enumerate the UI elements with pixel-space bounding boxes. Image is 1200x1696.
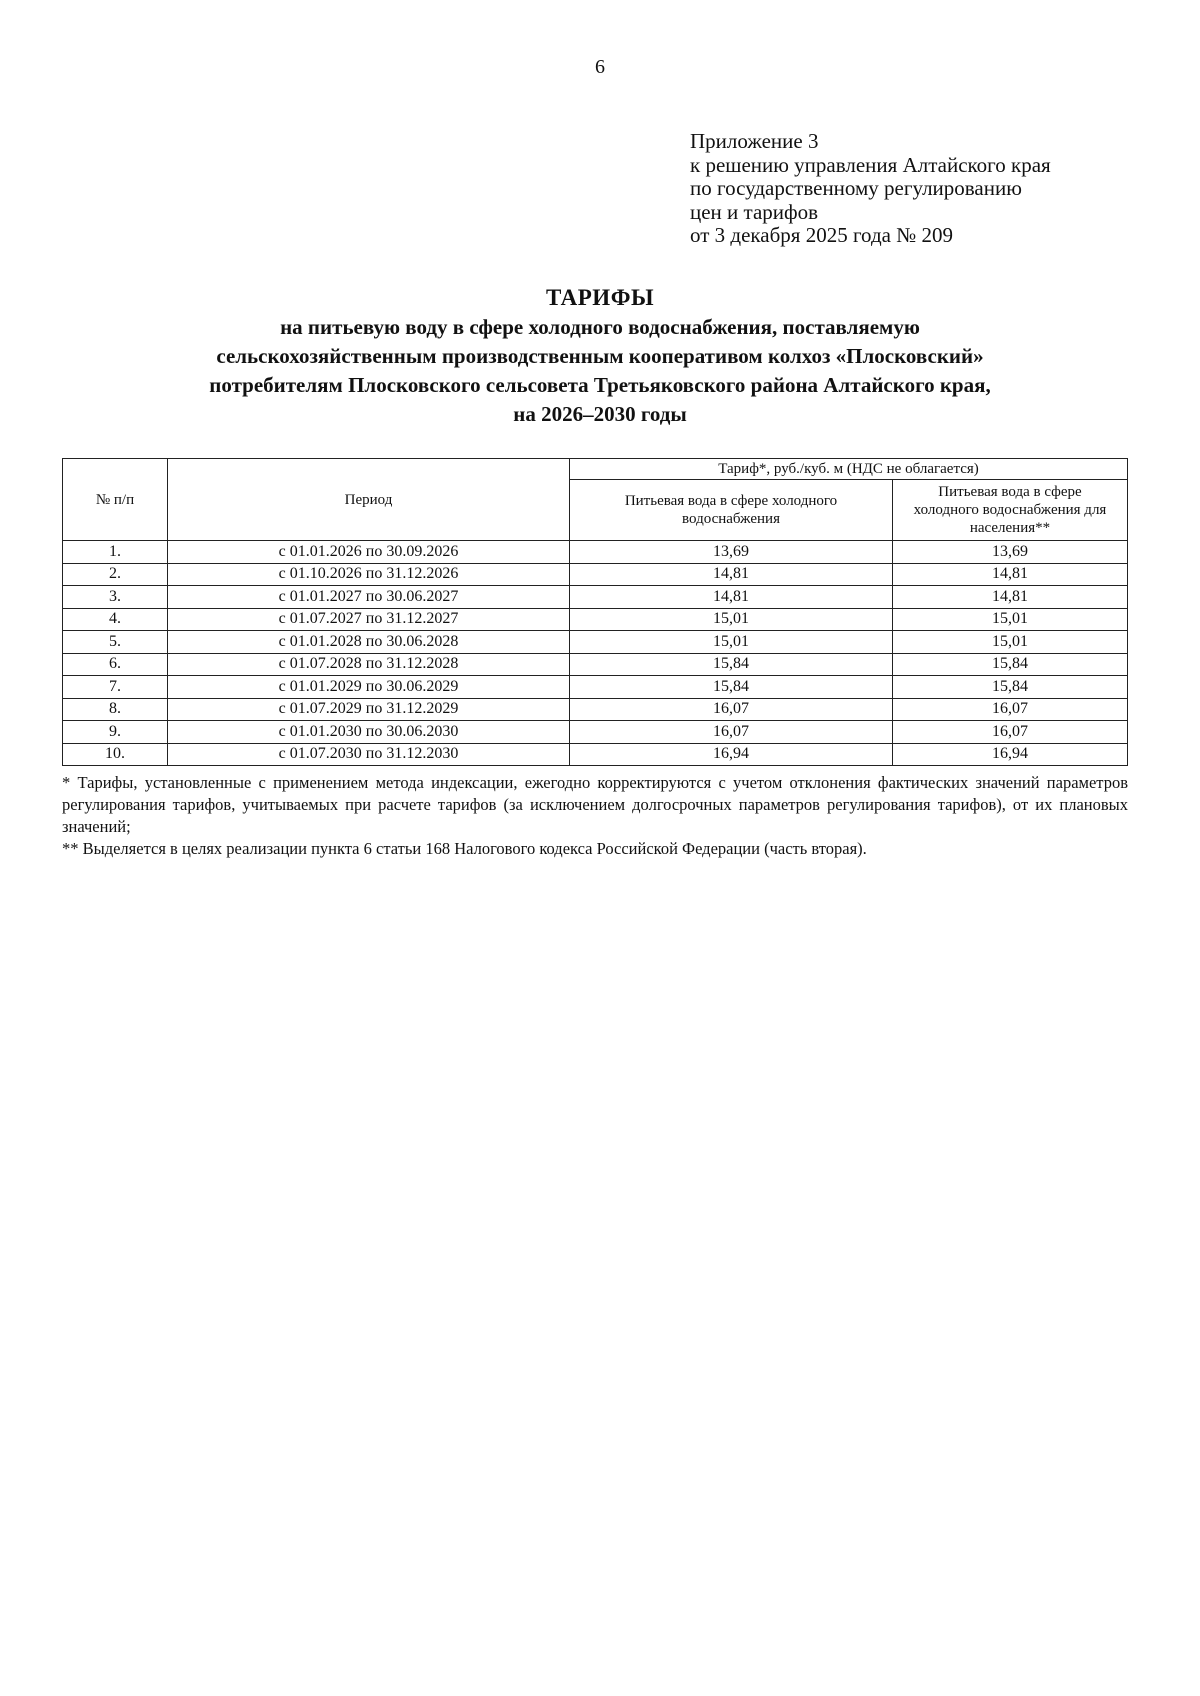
footnote: ** Выделяется в целях реализации пункта 6 статьи 168 Налогового кодекса Российской Федерации (часть вторая).: [62, 839, 867, 858]
tariff-table: [62, 458, 1128, 766]
appendix-line: по государственному регулированию: [690, 176, 1022, 200]
footnotes: [62, 772, 1128, 860]
table-row: [63, 698, 1128, 721]
cell-period: с 01.01.2028 по 30.06.2028: [168, 631, 570, 654]
cell-tariff-a: 16,07: [570, 721, 893, 744]
title-line: сельскохозяйственным производственным кооперативом колхоз «Плосковский»: [216, 344, 984, 368]
cell-tariff-b: 15,01: [893, 631, 1128, 654]
cell-period: с 01.01.2029 по 30.06.2029: [168, 676, 570, 699]
table-row: [63, 743, 1128, 766]
table-row: [63, 541, 1128, 564]
cell-period: с 01.07.2027 по 31.12.2027: [168, 608, 570, 631]
cell-tariff-b: 16,07: [893, 721, 1128, 744]
table-body: [63, 541, 1128, 766]
cell-period: с 01.01.2030 по 30.06.2030: [168, 721, 570, 744]
cell-tariff-a: 15,84: [570, 676, 893, 699]
table-row: [63, 653, 1128, 676]
cell-num: 9.: [63, 721, 168, 744]
cell-tariff-a: 16,94: [570, 743, 893, 766]
cell-tariff-a: 15,01: [570, 631, 893, 654]
cell-period: с 01.01.2026 по 30.09.2026: [168, 541, 570, 564]
table-row: [63, 676, 1128, 699]
table-row: [63, 721, 1128, 744]
cell-tariff-b: 15,84: [893, 676, 1128, 699]
cell-tariff-a: 14,81: [570, 563, 893, 586]
cell-period: с 01.01.2027 по 30.06.2027: [168, 586, 570, 609]
cell-num: 1.: [63, 541, 168, 564]
cell-num: 6.: [63, 653, 168, 676]
document-title: [0, 283, 1200, 429]
header-tariff-group: Тариф*, руб./куб. м (НДС не облагается): [570, 459, 1128, 480]
cell-tariff-a: 15,84: [570, 653, 893, 676]
cell-period: с 01.07.2030 по 31.12.2030: [168, 743, 570, 766]
header-num: № п/п: [63, 459, 168, 541]
cell-period: с 01.07.2029 по 31.12.2029: [168, 698, 570, 721]
cell-tariff-b: 14,81: [893, 563, 1128, 586]
table-row: [63, 631, 1128, 654]
table-row: [63, 586, 1128, 609]
appendix-line: от 3 декабря 2025 года № 209: [690, 223, 953, 247]
cell-period: с 01.10.2026 по 31.12.2026: [168, 563, 570, 586]
cell-num: 5.: [63, 631, 168, 654]
cell-num: 2.: [63, 563, 168, 586]
cell-tariff-b: 14,81: [893, 586, 1128, 609]
cell-tariff-a: 14,81: [570, 586, 893, 609]
title-line: на 2026–2030 годы: [513, 402, 687, 426]
cell-tariff-a: 15,01: [570, 608, 893, 631]
table-row: [63, 608, 1128, 631]
header-col-b: Питьевая вода в сфере холодного водоснабжения для населения**: [893, 480, 1128, 541]
table-row: [63, 563, 1128, 586]
footnote: * Тарифы, установленные с применением метода индексации, ежегодно корректируются с учетом отклонения фактических значений параметров регулирования тарифов, учитываемых при расчете тарифов (за исключением долгосрочных параметров регулирования тарифов), от их плановых значений;: [62, 773, 1128, 836]
cell-tariff-b: 16,94: [893, 743, 1128, 766]
title-main: ТАРИФЫ: [545, 285, 655, 310]
appendix-line: к решению управления Алтайского края: [690, 152, 1051, 177]
cell-tariff-b: 15,84: [893, 653, 1128, 676]
cell-num: 4.: [63, 608, 168, 631]
header-period: Период: [168, 459, 570, 541]
cell-num: 8.: [63, 698, 168, 721]
title-line: на питьевую воду в сфере холодного водоснабжения, поставляемую: [280, 315, 920, 339]
header-col-a: Питьевая вода в сфере холодного водоснабжения: [570, 480, 893, 541]
title-line: потребителям Плосковского сельсовета Третьяковского района Алтайского края,: [209, 373, 991, 397]
appendix-block: [690, 130, 1150, 248]
appendix-line: Приложение 3: [690, 129, 819, 153]
page-number: 6: [595, 56, 605, 78]
cell-tariff-b: 16,07: [893, 698, 1128, 721]
cell-tariff-b: 15,01: [893, 608, 1128, 631]
appendix-line: цен и тарифов: [690, 199, 819, 224]
cell-tariff-a: 13,69: [570, 541, 893, 564]
cell-period: с 01.07.2028 по 31.12.2028: [168, 653, 570, 676]
cell-num: 3.: [63, 586, 168, 609]
cell-tariff-a: 16,07: [570, 698, 893, 721]
cell-num: 7.: [63, 676, 168, 699]
cell-num: 10.: [63, 743, 168, 766]
cell-tariff-b: 13,69: [893, 541, 1128, 564]
